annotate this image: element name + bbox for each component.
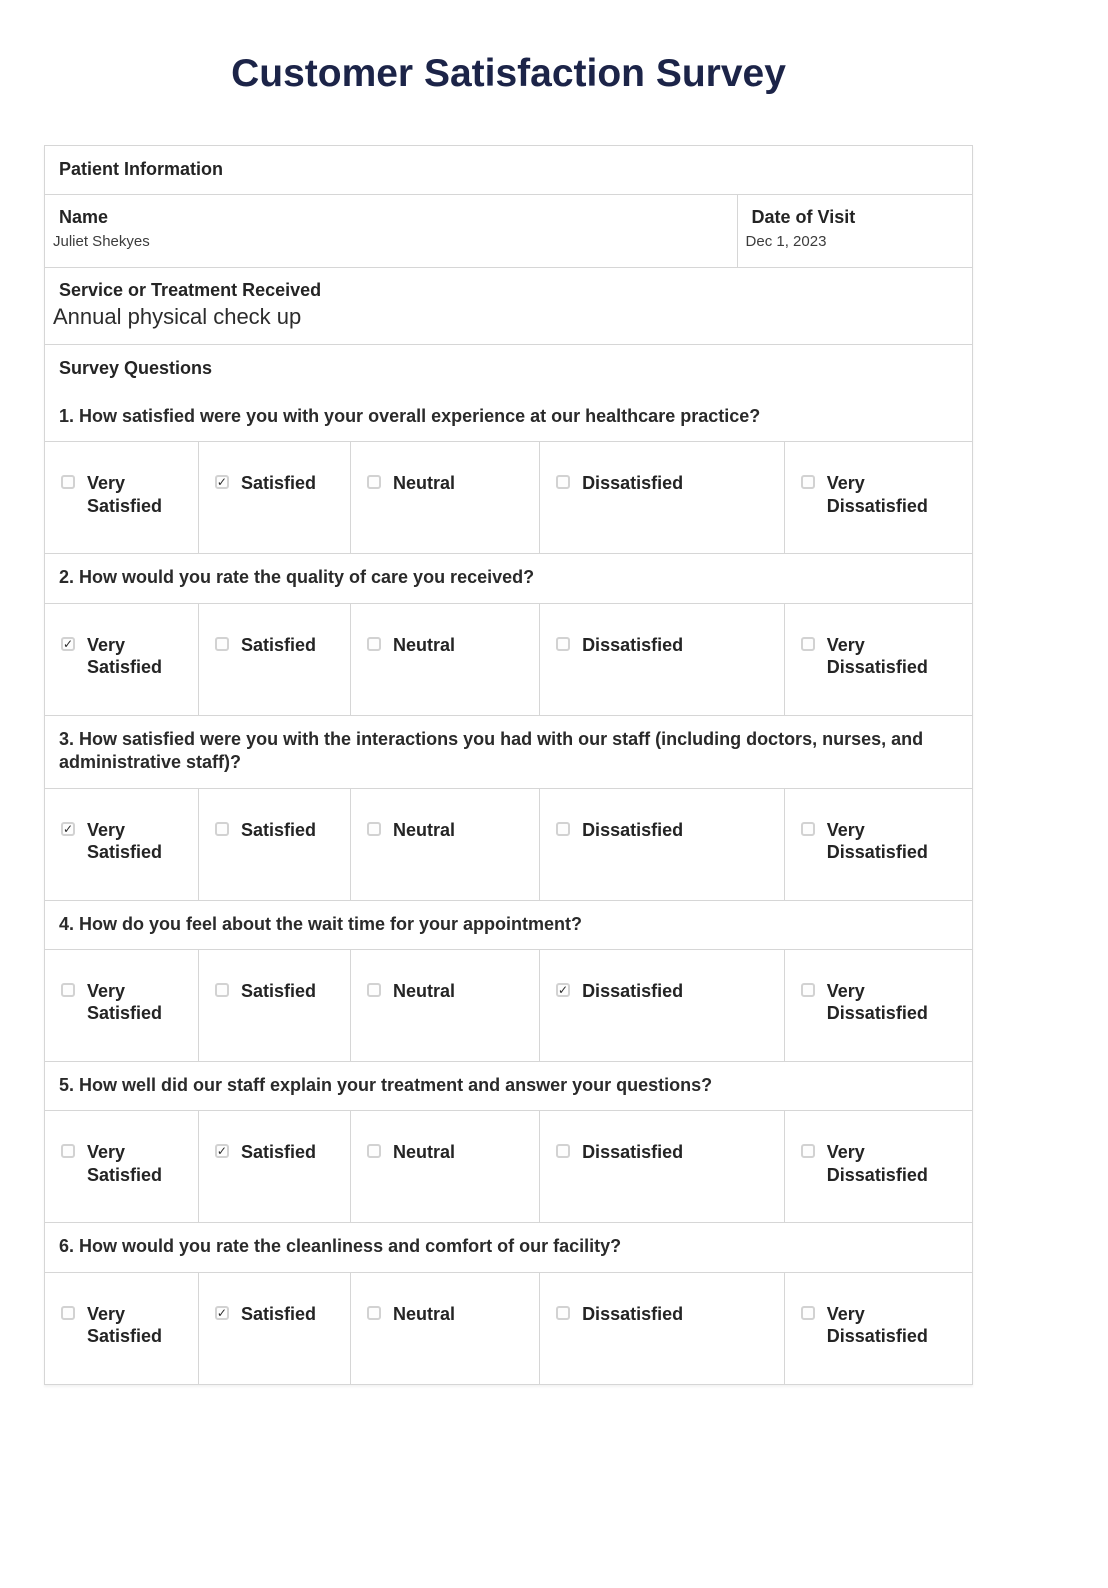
checkbox-icon[interactable] (556, 822, 570, 836)
option-label: Very Dissatisfied (826, 1142, 928, 1185)
option-cell[interactable] (784, 604, 972, 715)
checkbox-icon[interactable] (367, 1306, 381, 1320)
section-patient-information: Patient Information (59, 159, 224, 179)
option-label: Very Dissatisfied (826, 819, 928, 863)
checkbox-icon[interactable] (801, 1306, 815, 1320)
option-label: Very Satisfied (87, 473, 163, 516)
option-cell[interactable] (198, 1111, 350, 1222)
checkbox-checked-icon[interactable]: ✓ (216, 475, 227, 490)
option-cell[interactable] (45, 1111, 198, 1222)
service-field-label: Service or Treatment Received (59, 280, 322, 300)
options-row (45, 788, 972, 900)
checkbox-icon[interactable] (556, 637, 570, 651)
checkbox-icon[interactable] (367, 475, 381, 489)
checkbox-icon[interactable] (215, 983, 229, 997)
date-field-value[interactable]: Dec 1, 2023 (745, 233, 827, 250)
option-label: Satisfied (240, 980, 316, 1001)
option-cell[interactable] (539, 442, 784, 553)
option-label: Very Satisfied (87, 1142, 163, 1185)
checkbox-checked-icon[interactable]: ✓ (62, 821, 74, 836)
checkbox-icon[interactable] (801, 983, 815, 997)
survey-form (44, 145, 973, 1385)
checkbox-checked-icon[interactable]: ✓ (216, 1305, 227, 1320)
option-cell[interactable] (784, 789, 972, 900)
name-field-value[interactable]: Juliet Shekyes (53, 233, 150, 250)
option-label: Neutral (392, 1303, 455, 1324)
option-cell[interactable] (539, 950, 784, 1061)
checkbox-icon[interactable] (367, 637, 381, 651)
option-cell[interactable] (45, 950, 198, 1061)
option-label: Satisfied (240, 1303, 316, 1324)
option-label: Very Dissatisfied (826, 634, 928, 678)
checkbox-icon[interactable] (367, 822, 381, 836)
option-label: Very Dissatisfied (826, 1303, 928, 1347)
name-field-label: Name (59, 207, 109, 227)
option-cell[interactable] (45, 604, 198, 715)
option-label: Neutral (392, 980, 455, 1001)
options-row (45, 1110, 972, 1222)
checkbox-icon[interactable] (367, 1144, 381, 1158)
option-cell[interactable] (539, 1273, 784, 1384)
option-label: Very Satisfied (87, 980, 163, 1024)
checkbox-icon[interactable] (801, 822, 815, 836)
service-field-value[interactable]: Annual physical check up (53, 304, 302, 329)
option-cell[interactable] (198, 1273, 350, 1384)
name-date-row (45, 194, 972, 267)
question-text-3: 3. How satisfied were you with the interactions you had with our staff (including doctors, nurses, and administrative staff)? (45, 715, 972, 788)
questions-container (45, 393, 972, 1384)
section-survey-questions: Survey Questions (45, 344, 972, 393)
checkbox-icon[interactable] (801, 637, 815, 651)
page-title: Customer Satisfaction Survey (231, 52, 786, 95)
option-cell[interactable] (350, 950, 539, 1061)
option-cell[interactable] (539, 789, 784, 900)
checkbox-checked-icon[interactable]: ✓ (558, 982, 569, 997)
option-label: Neutral (392, 1142, 455, 1163)
option-cell[interactable] (784, 1111, 972, 1222)
option-cell[interactable] (539, 604, 784, 715)
option-cell[interactable] (539, 1111, 784, 1222)
name-field[interactable] (45, 195, 737, 267)
question-text-6: 6. How would you rate the cleanliness and comfort of our facility? (45, 1222, 972, 1271)
option-label: Dissatisfied (582, 980, 684, 1001)
checkbox-checked-icon[interactable]: ✓ (216, 1144, 227, 1159)
option-cell[interactable] (350, 442, 539, 553)
option-label: Dissatisfied (582, 1142, 684, 1163)
option-label: Dissatisfied (582, 819, 684, 840)
checkbox-icon[interactable] (61, 1144, 75, 1158)
option-cell[interactable] (784, 950, 972, 1061)
option-cell[interactable] (198, 604, 350, 715)
checkbox-icon[interactable] (61, 983, 75, 997)
option-label: Satisfied (240, 473, 316, 494)
checkbox-icon[interactable] (801, 475, 815, 489)
option-label: Very Satisfied (87, 1303, 163, 1347)
checkbox-icon[interactable] (367, 983, 381, 997)
option-label: Neutral (392, 819, 455, 840)
checkbox-icon[interactable] (801, 1144, 815, 1158)
option-label: Dissatisfied (582, 634, 684, 655)
option-cell[interactable] (198, 789, 350, 900)
service-field[interactable] (45, 267, 972, 344)
checkbox-checked-icon[interactable]: ✓ (62, 636, 74, 651)
option-cell[interactable] (350, 1273, 539, 1384)
option-label: Dissatisfied (582, 1303, 684, 1324)
option-label: Very Satisfied (87, 819, 163, 863)
question-text-1: 1. How satisfied were you with your overall experience at our healthcare practice? (59, 406, 761, 426)
option-cell[interactable] (784, 1273, 972, 1384)
option-label: Dissatisfied (582, 473, 684, 494)
option-cell[interactable] (350, 789, 539, 900)
question-text-2: 2. How would you rate the quality of care you received? (45, 553, 972, 602)
option-label: Very Dissatisfied (826, 473, 928, 516)
options-row (45, 441, 972, 553)
options-row (45, 1272, 972, 1384)
checkbox-icon[interactable] (556, 1306, 570, 1320)
checkbox-icon[interactable] (61, 475, 75, 489)
option-label: Neutral (392, 473, 455, 494)
option-cell[interactable] (45, 789, 198, 900)
options-row (45, 603, 972, 715)
option-cell[interactable] (350, 1111, 539, 1222)
option-label: Very Satisfied (87, 634, 163, 678)
checkbox-icon[interactable] (556, 1144, 570, 1158)
option-cell[interactable] (198, 442, 350, 553)
checkbox-icon[interactable] (556, 475, 570, 489)
options-row (45, 949, 972, 1061)
option-cell[interactable] (198, 950, 350, 1061)
option-cell[interactable] (45, 1273, 198, 1384)
date-field-label: Date of Visit (751, 207, 856, 227)
option-label: Satisfied (240, 634, 316, 655)
checkbox-icon[interactable] (61, 1306, 75, 1320)
question-text-4: 4. How do you feel about the wait time for your appointment? (45, 900, 972, 949)
date-of-visit-field[interactable] (737, 195, 972, 267)
option-label: Satisfied (240, 819, 316, 840)
option-label: Very Dissatisfied (826, 980, 928, 1024)
option-cell[interactable] (784, 442, 972, 553)
checkbox-icon[interactable] (215, 637, 229, 651)
question-text-5: 5. How well did our staff explain your treatment and answer your questions? (45, 1061, 972, 1110)
option-label: Satisfied (240, 1142, 316, 1163)
option-cell[interactable] (45, 442, 198, 553)
option-cell[interactable] (350, 604, 539, 715)
option-label: Neutral (392, 634, 455, 655)
checkbox-icon[interactable] (215, 822, 229, 836)
